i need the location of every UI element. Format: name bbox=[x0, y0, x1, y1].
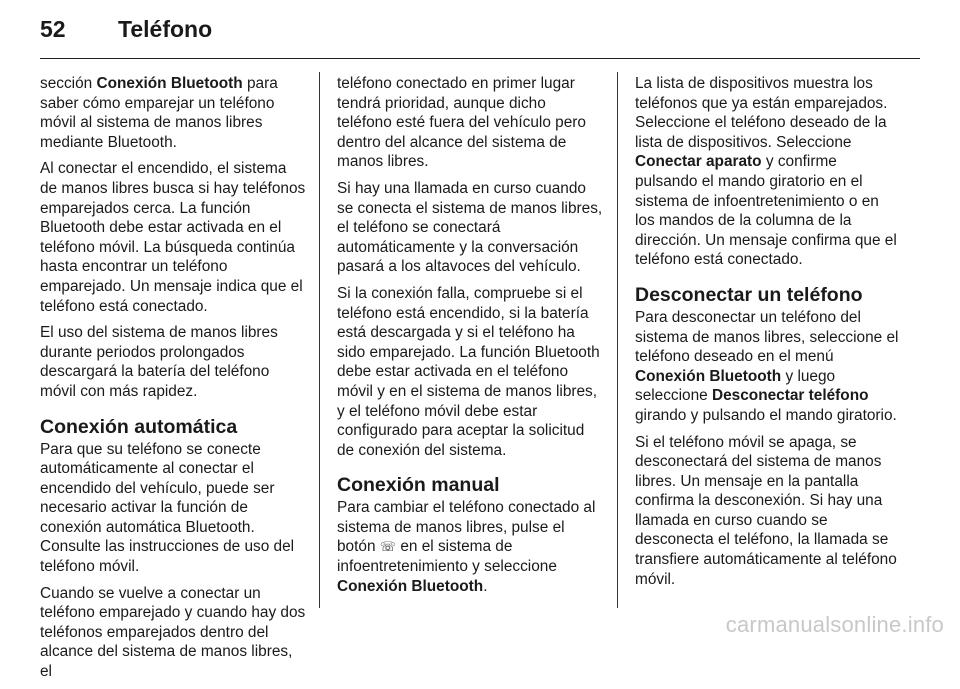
paragraph: Para que su teléfono se conecte automáticamente al conectar el encendido del vehículo, puede ser necesario activar la función de conexión automática Bluetooth. Consulte las instrucciones de uso del teléfono móvil. bbox=[40, 440, 295, 576]
text: en el sistema de infoentretenimiento y seleccione bbox=[337, 538, 557, 576]
page-header bbox=[40, 16, 212, 52]
text: y luego seleccione bbox=[635, 367, 836, 405]
section-heading: Conexión manual bbox=[337, 474, 500, 497]
paragraph: Si la conexión falla, compruebe si el teléfono está encendido, si la batería está descargada y si el teléfono ha sido emparejado. La función Bluetooth debe estar activada en el teléfono móvil y en el sistema de manos libres, y el teléfono móvil debe estar configurado para aceptar la solicitud de conexión del sistema. bbox=[337, 284, 600, 459]
menu-reference: Conexión Bluetooth bbox=[337, 577, 484, 595]
page-title: Teléfono bbox=[118, 16, 213, 42]
menu-reference: Conectar aparato bbox=[635, 153, 762, 171]
column-2 bbox=[337, 74, 603, 603]
paragraph: Cuando se vuelve a conectar un teléfono emparejado y cuando hay dos teléfonos emparejados dentro del alcance del sistema de manos libres, el bbox=[40, 584, 306, 681]
text: para saber cómo emparejar un teléfono móvil al sistema de manos libres mediante Bluetooth. bbox=[40, 75, 278, 151]
paragraph bbox=[635, 308, 901, 426]
column-3 bbox=[635, 74, 901, 596]
phone-icon: ☏ bbox=[379, 539, 397, 555]
section-heading: Desconectar un teléfono bbox=[635, 283, 863, 306]
column-divider-2 bbox=[617, 72, 618, 608]
watermark: carmanualsonline.info bbox=[725, 612, 944, 637]
paragraph: teléfono conectado en primer lugar tendrá prioridad, aunque dicho teléfono esté fuera del vehículo pero dentro del alcance del sistema de manos libres. bbox=[337, 75, 586, 171]
column-1 bbox=[40, 74, 306, 689]
section-heading: Conexión automática bbox=[40, 415, 238, 438]
paragraph: Si hay una llamada en curso cuando se conecta el sistema de manos libres, el teléfono se conectará automáticamente y la conversación pasará a los altavoces del vehículo. bbox=[337, 179, 603, 276]
text: Para desconectar un teléfono del sistema de manos libres, seleccione el teléfono deseado en el menú bbox=[635, 308, 899, 366]
menu-reference: Conexión Bluetooth bbox=[96, 75, 243, 92]
menu-reference: Conexión Bluetooth bbox=[635, 367, 782, 385]
paragraph bbox=[635, 74, 901, 270]
header-rule bbox=[40, 58, 920, 59]
text: La lista de dispositivos muestra los teléfonos que ya están emparejados. Seleccione el teléfono deseado de la lista de dispositivos. Seleccione bbox=[635, 75, 888, 151]
paragraph: El uso del sistema de manos libres durante periodos prolongados descargará la batería del teléfono móvil con más rapidez. bbox=[40, 324, 278, 400]
menu-reference: Desconectar teléfono bbox=[712, 387, 869, 405]
text: . bbox=[483, 577, 488, 595]
paragraph: Si el teléfono móvil se apaga, se desconectará del sistema de manos libres. Un mensaje en la pantalla confirma la desconexión. Si hay una llamada en curso cuando se desconecta el teléfono, la llamada se transfiere automáticamente al teléfono móvil. bbox=[635, 433, 897, 588]
text: Para cambiar el teléfono conectado al sistema de manos libres, pulse el botón bbox=[337, 499, 596, 556]
column-divider-1 bbox=[319, 72, 320, 608]
text: y confirme pulsando el mando giratorio en el sistema de infoentretenimiento o en los mandos de la columna de la dirección. Un mensaje confirma que el teléfono está conectado. bbox=[635, 153, 897, 269]
text: girando y pulsando el mando giratorio. bbox=[635, 406, 897, 424]
text: sección bbox=[40, 75, 97, 92]
paragraph bbox=[40, 74, 306, 152]
paragraph: Al conectar el encendido, el sistema de manos libres busca si hay teléfonos emparejados cerca. La función Bluetooth debe estar activada en el teléfono móvil. La búsqueda continúa hasta encontrar un teléfono emparejado. Un mensaje indica que el teléfono está conectado. bbox=[40, 160, 306, 315]
page-number: 52 bbox=[40, 16, 66, 42]
paragraph bbox=[337, 498, 603, 596]
